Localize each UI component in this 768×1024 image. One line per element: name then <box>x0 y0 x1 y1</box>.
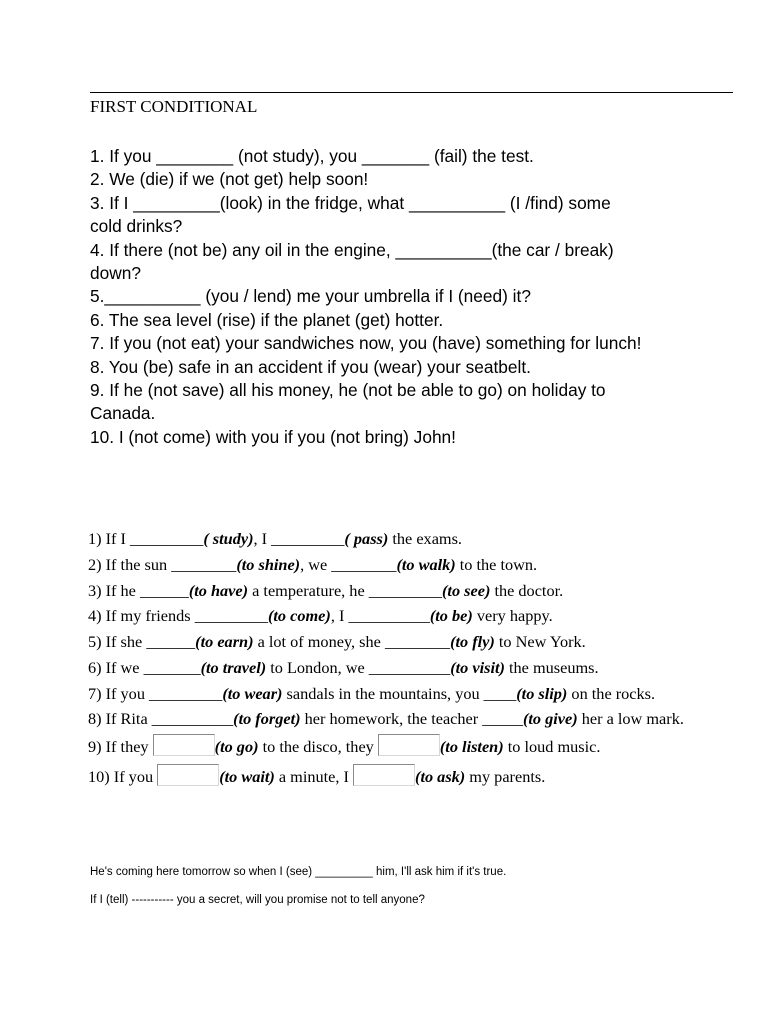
verb-cue: (to give) <box>522 708 578 728</box>
verb-cue: (to wait) <box>219 766 275 786</box>
exercise-1-line: 10. I (not come) with you if you (not bring) John! <box>90 426 456 447</box>
verb-cue: (to listen) <box>439 736 504 756</box>
verb-cue: (to fly) <box>450 632 495 652</box>
verb-cue: (to visit) <box>450 657 505 677</box>
exercise-1-line: 6. The sea level (rise) if the planet (get) hotter. <box>90 309 444 330</box>
exercise-1-line: 5.__________ (you / lend) me your umbrella if I (need) it? <box>90 286 531 307</box>
answer-box[interactable] <box>153 734 215 756</box>
exercise-1-line: 2. We (die) if we (not get) help soon! <box>90 169 369 190</box>
exercise-1 <box>90 145 750 449</box>
answer-box[interactable] <box>353 764 415 786</box>
verb-cue: (to see) <box>442 580 491 600</box>
exercise-3-sentence: He's coming here tomorrow so when I (see) _________ him, I'll ask him if it's true. <box>90 866 507 878</box>
verb-cue: (to walk) <box>396 554 456 574</box>
verb-cue: ( study) <box>203 529 254 548</box>
exercise-2-item: 6) If we _______(to travel) to London, we __________(to visit) the museums. <box>88 657 599 677</box>
exercise-2-item: 5) If she ______(to earn) a lot of money, she ________(to fly) to New York. <box>88 632 586 652</box>
verb-cue: (to slip) <box>516 683 568 703</box>
exercise-1-line: down? <box>90 263 141 284</box>
verb-cue: (to earn) <box>195 632 254 652</box>
verb-cue: (to travel) <box>200 657 267 677</box>
verb-cue: (to be) <box>429 606 473 626</box>
answer-box[interactable] <box>157 764 219 786</box>
exercise-2-item: 3) If he ______(to have) a temperature, he _________(to see) the doctor. <box>88 580 564 600</box>
exercise-1-line: 4. If there (not be) any oil in the engine, __________(the car / break) <box>90 239 614 260</box>
page-title: FIRST CONDITIONAL <box>90 97 258 116</box>
exercise-1-line: 8. You (be) safe in an accident if you (wear) your seatbelt. <box>90 356 531 377</box>
exercise-3-sentence: If I (tell) ----------- you a secret, will you promise not to tell anyone? <box>90 894 425 906</box>
exercise-2-item: 10) If you (to wait) a minute, I (to ask) my parents. <box>88 764 748 790</box>
exercise-1-line: cold drinks? <box>90 216 183 237</box>
exercise-1-line: 9. If he (not save) all his money, he (not be able to go) on holiday to <box>90 380 606 401</box>
exercise-2-item: 8) If Rita __________(to forget) her homework, the teacher _____(to give) her a low mark. <box>88 708 684 728</box>
exercise-2 <box>88 527 748 792</box>
exercise-2-item: 7) If you _________(to wear) sandals in the mountains, you ____(to slip) on the rocks. <box>88 683 656 703</box>
verb-cue: (to ask) <box>415 766 466 786</box>
exercise-2-item: 4) If my friends _________(to come), I __________(to be) very happy. <box>88 606 553 626</box>
exercise-1-line: 3. If I _________(look) in the fridge, what __________ (I /find) some <box>90 192 611 213</box>
verb-cue: (to have) <box>188 580 249 600</box>
verb-cue: (to go) <box>214 736 259 756</box>
answer-box[interactable] <box>378 734 440 756</box>
exercise-2-item: 9) If they (to go) to the disco, they (to listen) to loud music. <box>88 734 748 760</box>
exercise-2-item: 2) If the sun ________(to shine), we ________(to walk) to the town. <box>88 554 538 574</box>
verb-cue: (to wear) <box>222 683 283 703</box>
exercise-1-line: Canada. <box>90 403 156 424</box>
exercise-2-item: 1) If I _________( study), I _________( pass) the exams. <box>88 529 462 548</box>
verb-cue: (to forget) <box>233 708 301 728</box>
exercise-3 <box>90 866 730 906</box>
verb-cue: (to come) <box>267 606 331 626</box>
verb-cue: (to shine) <box>236 554 301 574</box>
top-rule <box>90 92 733 93</box>
exercise-1-line: 1. If you ________ (not study), you _______ (fail) the test. <box>90 146 534 166</box>
exercise-1-line: 7. If you (not eat) your sandwiches now, you (have) something for lunch! <box>90 333 642 354</box>
verb-cue: ( pass) <box>344 529 389 548</box>
